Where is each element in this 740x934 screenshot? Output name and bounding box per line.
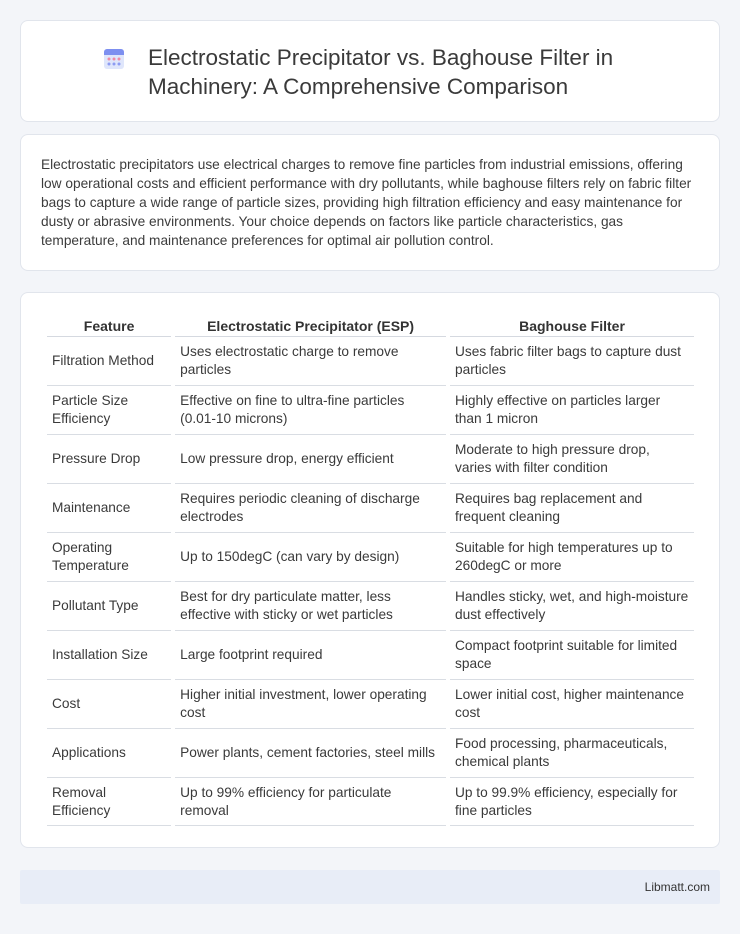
esp-cell: Low pressure drop, energy efficient: [175, 435, 446, 484]
site-link[interactable]: Libmatt.com: [644, 880, 710, 894]
table-row: [47, 680, 694, 729]
table-row: [47, 533, 694, 582]
baghouse-cell: Compact footprint suitable for limited space: [450, 631, 694, 680]
feature-cell: Pressure Drop: [47, 435, 171, 484]
esp-cell: Uses electrostatic charge to remove particles: [175, 337, 446, 386]
feature-cell: Pollutant Type: [47, 582, 171, 631]
table-row: [47, 386, 694, 435]
feature-cell: Cost: [47, 680, 171, 729]
feature-cell: Applications: [47, 729, 171, 778]
esp-cell: Large footprint required: [175, 631, 446, 680]
title-card: [20, 20, 720, 122]
feature-cell: Filtration Method: [47, 337, 171, 386]
esp-cell: Up to 99% efficiency for particulate removal: [175, 778, 446, 826]
page-title-line-1: Electrostatic Precipitator vs. Baghouse Filter in: [148, 45, 614, 70]
feature-cell: Installation Size: [47, 631, 171, 680]
table-row: [47, 484, 694, 533]
esp-cell: Best for dry particulate matter, less effective with sticky or wet particles: [175, 582, 446, 631]
page-title: [148, 43, 668, 101]
esp-cell: Up to 150degC (can vary by design): [175, 533, 446, 582]
table-header-row: [47, 316, 694, 337]
baghouse-cell: Handles sticky, wet, and high-moisture dust effectively: [450, 582, 694, 631]
esp-cell: Requires periodic cleaning of discharge electrodes: [175, 484, 446, 533]
table-row: [47, 631, 694, 680]
header-baghouse: Baghouse Filter: [450, 316, 694, 337]
esp-cell: Higher initial investment, lower operating cost: [175, 680, 446, 729]
baghouse-cell: Highly effective on particles larger than 1 micron: [450, 386, 694, 435]
feature-cell: Removal Efficiency: [47, 778, 171, 826]
baghouse-cell: Up to 99.9% efficiency, especially for fine particles: [450, 778, 694, 826]
esp-cell: Power plants, cement factories, steel mills: [175, 729, 446, 778]
comparison-card: [20, 292, 720, 848]
baghouse-cell: Requires bag replacement and frequent cleaning: [450, 484, 694, 533]
table-row: [47, 582, 694, 631]
table-row: [47, 435, 694, 484]
table-row: [47, 729, 694, 778]
baghouse-cell: Food processing, pharmaceuticals, chemical plants: [450, 729, 694, 778]
header-feature: Feature: [47, 316, 171, 337]
intro-paragraph: Electrostatic precipitators use electrical charges to remove fine particles from industrial emissions, offering low operational costs and efficient performance with dry pollutants, while baghouse filters rely on fabric filter bags to capture a wide range of particle sizes, providing high filtration efficiency and easy maintenance for dusty or abrasive environments. Your choice depends on factors like particle characteristics, gas temperature, and maintenance preferences for optimal air pollution control.: [41, 157, 692, 248]
document-icon: [103, 48, 125, 70]
feature-cell: Maintenance: [47, 484, 171, 533]
baghouse-cell: Suitable for high temperatures up to 260degC or more: [450, 533, 694, 582]
page-title-line-2: Machinery: A Comprehensive Comparison: [148, 74, 569, 99]
baghouse-cell: Uses fabric filter bags to capture dust particles: [450, 337, 694, 386]
footer-bar: [20, 870, 720, 904]
header-esp: Electrostatic Precipitator (ESP): [175, 316, 446, 337]
feature-cell: Particle Size Efficiency: [47, 386, 171, 435]
baghouse-cell: Lower initial cost, higher maintenance cost: [450, 680, 694, 729]
table-row: [47, 337, 694, 386]
intro-card: [20, 134, 720, 271]
comparison-table: [43, 316, 698, 826]
feature-cell: Operating Temperature: [47, 533, 171, 582]
baghouse-cell: Moderate to high pressure drop, varies with filter condition: [450, 435, 694, 484]
table-row: [47, 778, 694, 826]
esp-cell: Effective on fine to ultra-fine particles (0.01-10 microns): [175, 386, 446, 435]
